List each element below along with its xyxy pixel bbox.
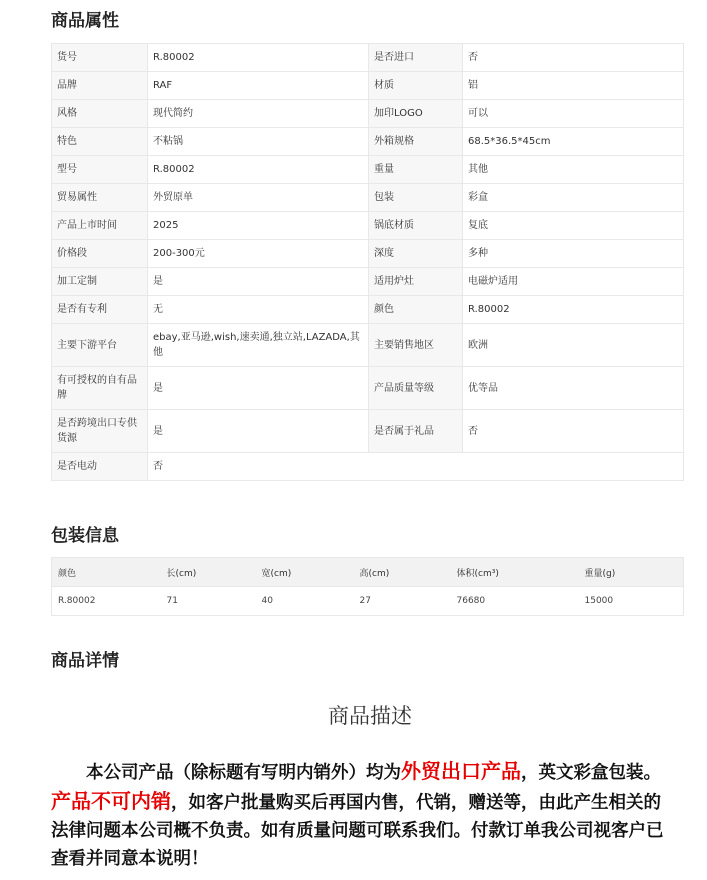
- attribute-value: 外贸原单: [148, 184, 369, 212]
- attributes-table: [51, 43, 684, 481]
- attribute-key: 重量: [369, 156, 463, 184]
- attribute-key: 外箱规格: [369, 128, 463, 156]
- attribute-key: 加工定制: [52, 268, 148, 296]
- attribute-row: [52, 156, 684, 184]
- packaging-header: 重量(g): [579, 558, 684, 587]
- attribute-value: 否: [463, 44, 684, 72]
- attribute-value: 是: [148, 268, 369, 296]
- attribute-row: [52, 296, 684, 324]
- attribute-value: 铝: [463, 72, 684, 100]
- attribute-key: 产品质量等级: [369, 367, 463, 410]
- attribute-value: R.80002: [148, 156, 369, 184]
- packaging-cell: 76680: [451, 587, 579, 616]
- attribute-row: [52, 100, 684, 128]
- attribute-value: 彩盒: [463, 184, 684, 212]
- attribute-value: 是: [148, 367, 369, 410]
- packaging-cell: 15000: [579, 587, 684, 616]
- attribute-row: [52, 268, 684, 296]
- attribute-value: 68.5*36.5*45cm: [463, 128, 684, 156]
- attribute-key: 价格段: [52, 240, 148, 268]
- description-body: [51, 757, 673, 873]
- attribute-value: 电磁炉适用: [463, 268, 684, 296]
- attribute-value: 多种: [463, 240, 684, 268]
- attribute-key: 是否跨境出口专供货源: [52, 410, 148, 453]
- description-text-3: ，如客户批量购买后再国内售，代销，赠送等，由此产生相关的法律问题本公司概不负责。如有质量问题可联系我们。付款订单我公司视客户已查看并同意本说明！: [51, 793, 664, 869]
- attribute-key: 货号: [52, 44, 148, 72]
- attribute-value: 其他: [463, 156, 684, 184]
- attribute-row: [52, 410, 684, 453]
- attribute-value: 优等品: [463, 367, 684, 410]
- attribute-key: 主要销售地区: [369, 324, 463, 367]
- description-text-1: 本公司产品（除标题有写明内销外）均为: [86, 763, 401, 783]
- attribute-value: RAF: [148, 72, 369, 100]
- attribute-key: 是否有专利: [52, 296, 148, 324]
- attribute-value: R.80002: [463, 296, 684, 324]
- packaging-cell: 40: [256, 587, 354, 616]
- attribute-value: R.80002: [148, 44, 369, 72]
- packaging-header: 高(cm): [354, 558, 451, 587]
- attribute-row: [52, 72, 684, 100]
- attribute-key: 包装: [369, 184, 463, 212]
- packaging-header-row: [52, 558, 684, 587]
- description-highlight-1: 外贸出口产品: [401, 759, 521, 783]
- description-highlight-2: 产品不可内销: [51, 789, 171, 813]
- attribute-value: 是: [148, 410, 369, 453]
- attribute-value: 复底: [463, 212, 684, 240]
- attribute-value: 否: [148, 453, 684, 481]
- attribute-key: 品牌: [52, 72, 148, 100]
- packaging-row: [52, 587, 684, 616]
- detail-section-title: 商品详情: [51, 651, 119, 671]
- attributes-section-title: 商品属性: [51, 11, 119, 31]
- attribute-row: [52, 240, 684, 268]
- attribute-row: [52, 367, 684, 410]
- attribute-key: 适用炉灶: [369, 268, 463, 296]
- attribute-value: 现代简约: [148, 100, 369, 128]
- attribute-value: 欧洲: [463, 324, 684, 367]
- attribute-value: 无: [148, 296, 369, 324]
- attribute-row: [52, 212, 684, 240]
- description-title: 商品描述: [328, 704, 412, 728]
- attribute-key: 颜色: [369, 296, 463, 324]
- attribute-key: 产品上市时间: [52, 212, 148, 240]
- packaging-header: 颜色: [52, 558, 161, 587]
- packaging-header: 长(cm): [161, 558, 256, 587]
- attribute-key: 型号: [52, 156, 148, 184]
- attribute-key: 深度: [369, 240, 463, 268]
- attribute-row: [52, 128, 684, 156]
- attribute-key: 有可授权的自有品牌: [52, 367, 148, 410]
- attribute-key: 主要下游平台: [52, 324, 148, 367]
- attribute-key: 是否电动: [52, 453, 148, 481]
- packaging-section-title: 包装信息: [51, 526, 119, 546]
- packaging-header: 宽(cm): [256, 558, 354, 587]
- attribute-row: [52, 324, 684, 367]
- attribute-key: 风格: [52, 100, 148, 128]
- packaging-cell: 71: [161, 587, 256, 616]
- attribute-value: 200-300元: [148, 240, 369, 268]
- attribute-value: 否: [463, 410, 684, 453]
- attribute-key: 材质: [369, 72, 463, 100]
- attribute-row: [52, 184, 684, 212]
- attribute-key: 贸易属性: [52, 184, 148, 212]
- attribute-key: 是否进口: [369, 44, 463, 72]
- attribute-key: 是否属于礼品: [369, 410, 463, 453]
- packaging-header: 体积(cm³): [451, 558, 579, 587]
- attribute-value: 可以: [463, 100, 684, 128]
- attribute-value: 2025: [148, 212, 369, 240]
- attribute-key: 加印LOGO: [369, 100, 463, 128]
- attribute-row: [52, 453, 684, 481]
- packaging-table: [51, 557, 684, 616]
- attribute-key: 特色: [52, 128, 148, 156]
- packaging-cell: R.80002: [52, 587, 161, 616]
- description-text-2: ，英文彩盒包装。: [521, 763, 661, 783]
- packaging-cell: 27: [354, 587, 451, 616]
- attribute-value: ebay,亚马逊,wish,速卖通,独立站,LAZADA,其他: [148, 324, 369, 367]
- attribute-value: 不粘锅: [148, 128, 369, 156]
- attribute-key: 锅底材质: [369, 212, 463, 240]
- attribute-row: [52, 44, 684, 72]
